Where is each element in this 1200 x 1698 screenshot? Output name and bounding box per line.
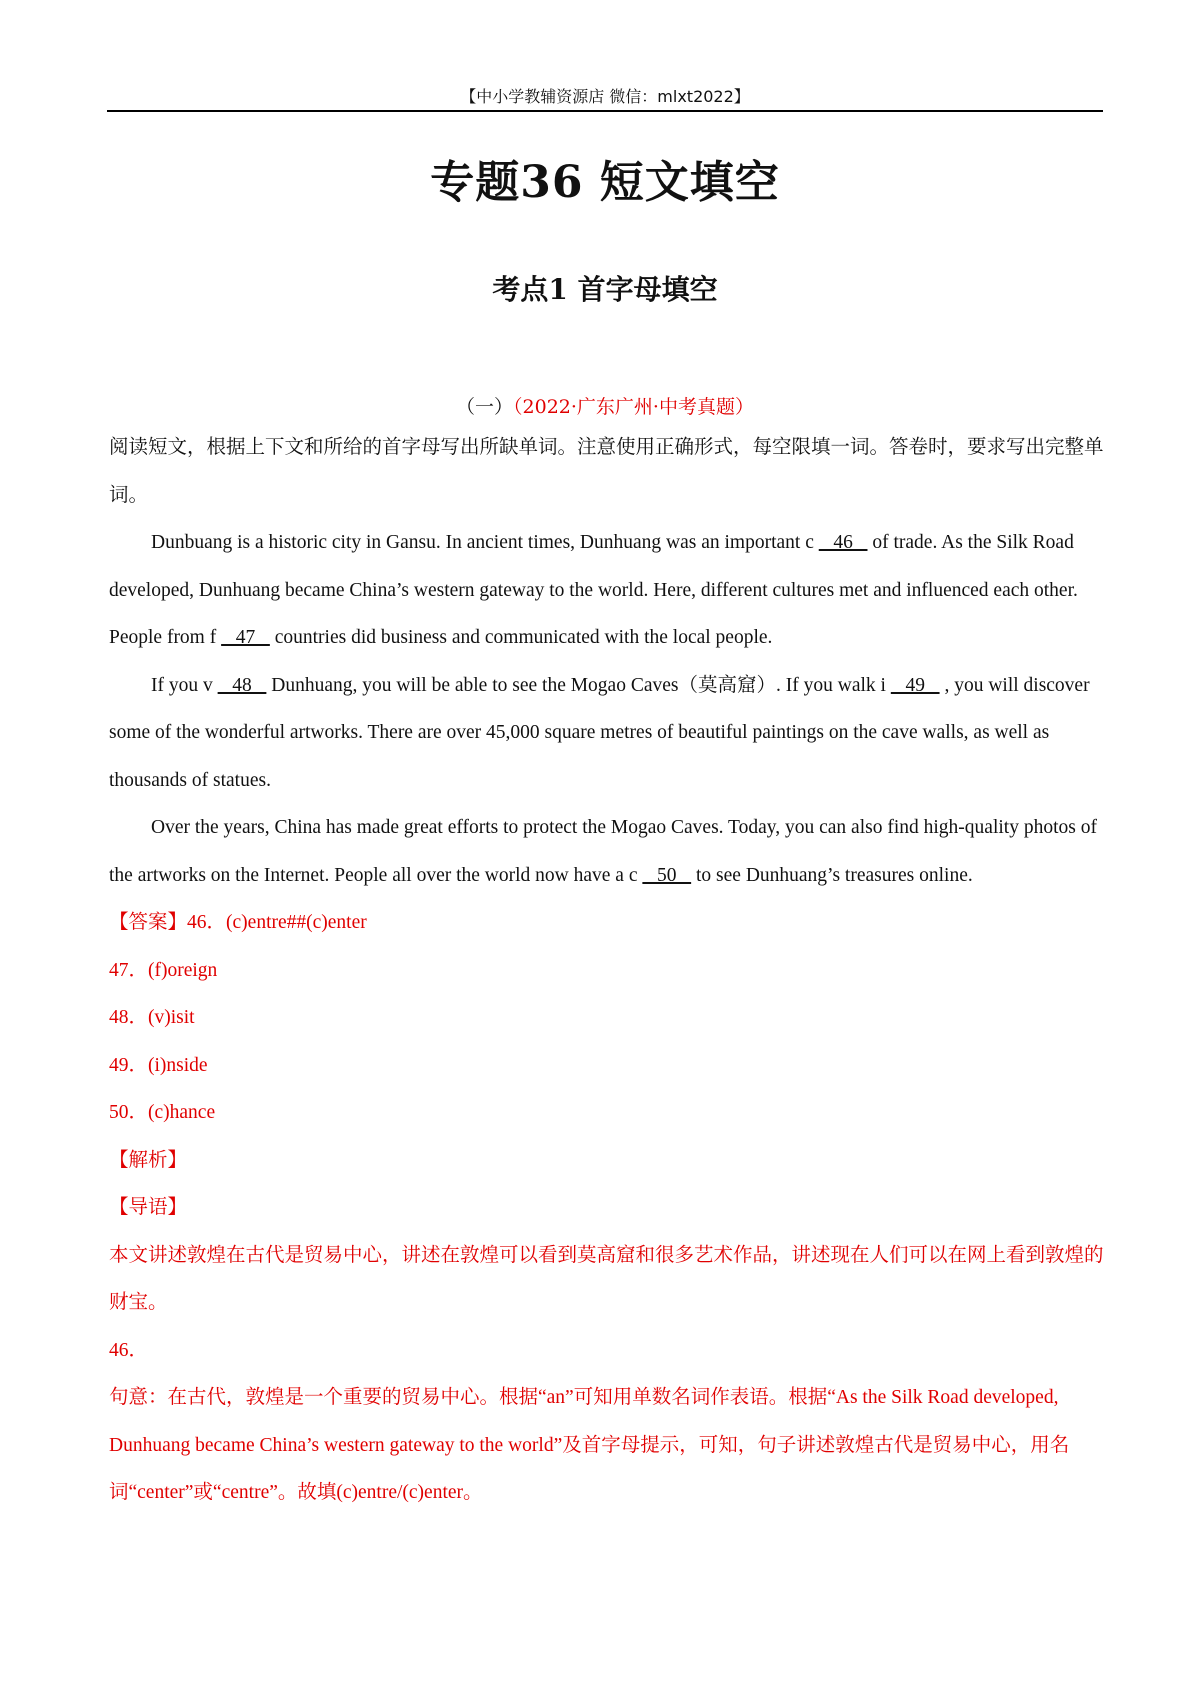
guide-text: 本文讲述敦煌在古代是贸易中心，讲述在敦煌可以看到莫高窟和很多艺术作品，讲述现在人们可以在网上看到敦煌的财宝。 (109, 1244, 1104, 1313)
answer-47: 47．(f)oreign (109, 959, 218, 981)
answer-text: 46．(c)entre##(c)enter (187, 912, 367, 933)
answer-label: 【答案】 (109, 912, 188, 933)
blank-49: 49 (890, 674, 940, 696)
passage-text: Dunbuang is a historic city in Gansu. In ancient times, Dunhuang was an important c (151, 532, 819, 553)
exam-source: （2022·广东广州·中考真题） (513, 396, 754, 418)
answer-48: 48．(v)isit (109, 1007, 195, 1028)
passage-text: countries did business and communicated with the local people. (269, 627, 773, 648)
passage-paragraph-3 (109, 804, 1104, 899)
passage-text: , you will discover some of the wonderful artworks. There are over 45,000 square metres of beautiful paintings on the cave walls, as well as thousands of statues. (109, 674, 1090, 791)
question-source (0, 392, 1200, 419)
analysis-46-label: 46． (109, 1339, 149, 1361)
instruction-text: 阅读短文，根据上下文和所给的首字母写出所缺单词。注意使用正确形式，每空限填一词。答卷时，要求写出完整单词。 (109, 437, 1104, 506)
blank-50: 50 (642, 864, 692, 886)
blank-47: 47 (221, 627, 270, 648)
guide-label: 【导语】 (109, 1197, 188, 1218)
answer-50: 50．(c)hance (109, 1102, 216, 1123)
section-number: （一） (456, 396, 514, 418)
page-title: 专题36 短文填空 (430, 157, 780, 208)
section-subtitle: 考点1 首字母填空 (492, 273, 718, 306)
passage-text: Dunhuang, you will be able to see the Mogao Caves（莫高窟）. If you walk i (266, 674, 891, 696)
passage-paragraph-1 (109, 519, 1104, 662)
blank-48: 48 (217, 674, 267, 696)
answer-49: 49．(i)nside (109, 1054, 208, 1076)
analysis-46-text: 句意：在古代，敦煌是一个重要的贸易中心。根据“an”可知用单数名词作表语。根据“As the Silk Road developed, Dunhuang became China’s western gateway to the world”及首字母提示，可知，句子讲述敦煌古代是贸易中心，用名词“center”或“centre”。故填(c)entre/(c)enter。 (109, 1387, 1070, 1503)
passage-text: to see Dunhuang’s treasures online. (691, 864, 973, 886)
passage-text: of trade. As the Silk Road developed, Dunhuang became China’s western gateway to the world. Here, different cultures met and influenced each other. People from f (109, 532, 1078, 648)
analysis-label: 【解析】 (109, 1149, 188, 1171)
passage-text: If you v (151, 674, 218, 696)
content-body (109, 424, 1104, 1517)
passage-paragraph-2 (109, 662, 1104, 805)
blank-46: 46 (818, 532, 868, 553)
header-divider (107, 110, 1103, 112)
page-header: 【中小学教辅资源店 微信：mlxt2022】 (460, 87, 750, 106)
answer-46 (109, 899, 1104, 947)
passage-text: Over the years, China has made great efforts to protect the Mogao Caves. Today, you can also find high-quality photos of the artworks on the Internet. People all over the world now have a c (109, 817, 1097, 886)
